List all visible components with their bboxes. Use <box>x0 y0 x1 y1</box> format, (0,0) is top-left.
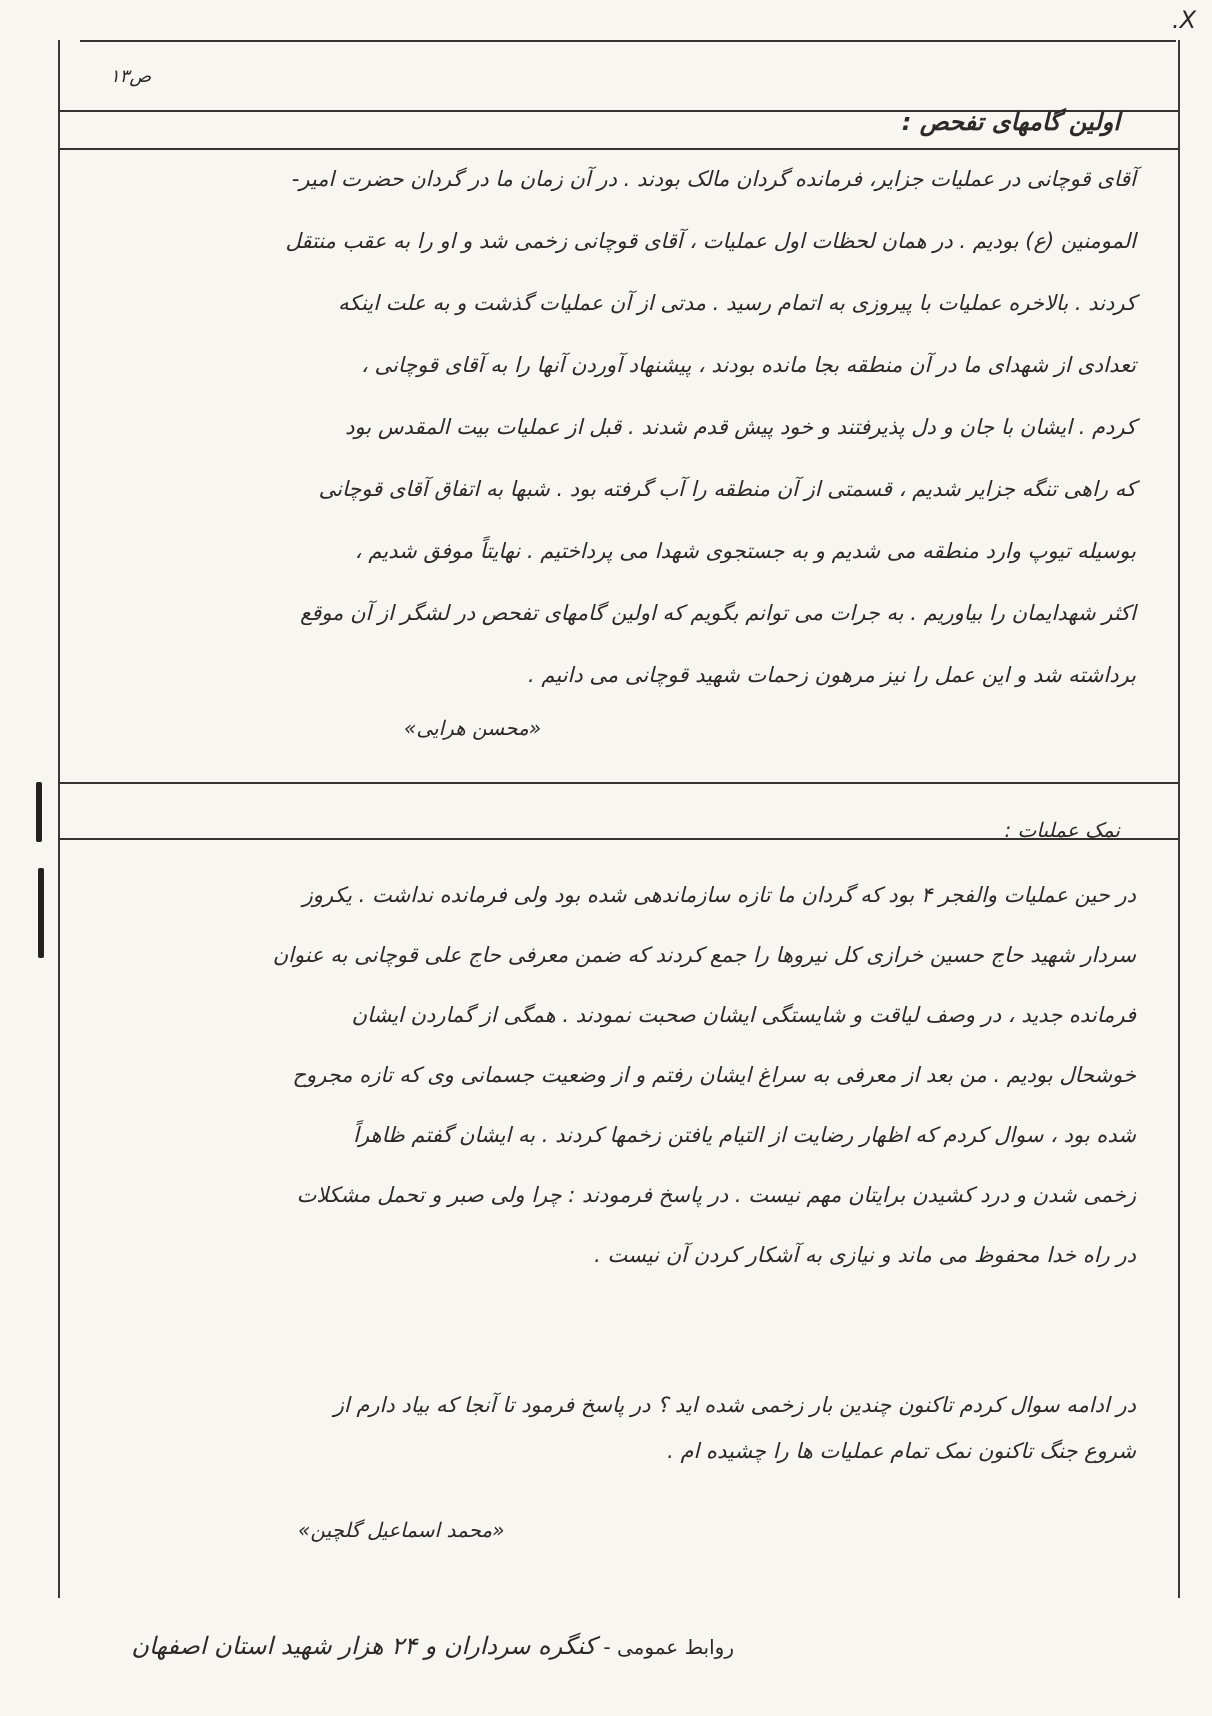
text-line: المومنین (ع) بودیم . در همان لحظات اول عملیات ، آقای قوچانی زخمی شد و او را به عقب منتقل <box>285 229 1136 253</box>
text-line: در راه خدا محفوظ می ماند و نیازی به آشکار کردن آن نیست . <box>594 1243 1136 1267</box>
section-2-body <box>86 880 1136 1340</box>
text-line: کردم . ایشان با جان و دل پذیرفتند و خود پیش قدم شدند . قبل از عملیات بیت المقدس بود <box>345 415 1136 439</box>
text-line: سردار شهید حاج حسین خرازی کل نیروها را جمع کردند که ضمن معرفی حاج علی قوچانی به عنوان <box>272 943 1136 967</box>
footer-public-relations <box>74 1632 734 1682</box>
page-number: ص۱۳ <box>110 66 152 87</box>
section-title-salt-of-operations: نمک عملیات : <box>1004 818 1120 842</box>
section-2-followup <box>86 1390 1136 1470</box>
text-line: در حین عملیات والفجر ۴ بود که گردان ما تازه سازماندهی شده بود ولی فرمانده نداشت . یکروز <box>302 883 1136 907</box>
text-line: زخمی شدن و درد کشیدن برایتان مهم نیست . در پاسخ فرمودند : چرا ولی صبر و تحمل مشکلات <box>296 1183 1136 1207</box>
text-line: اکثر شهدایمان را بیاوریم . به جرات می توانم بگویم که اولین گامهای تفحص در لشگر از آن موقع <box>300 601 1136 625</box>
section-1-body <box>86 164 1136 744</box>
footer-main: کنگره سرداران و ۲۴ هزار شهید استان اصفهان <box>131 1632 596 1660</box>
text-line: فرمانده جدید ، در وصف لیاقت و شایستگی ایشان صحبت نمودند . همگی از گماردن ایشان <box>351 1003 1136 1027</box>
divider-top <box>80 40 1176 42</box>
text-line: در ادامه سوال کردم تاکنون چندین بار زخمی شده اید ؟ در پاسخ فرمود تا آنجا که بیاد دارم از <box>333 1393 1136 1417</box>
text-line: که راهی تنگه جزایر شدیم ، قسمتی از آن منطقه را آب گرفته بود . شبها به اتفاق آقای قوچانی <box>318 477 1136 501</box>
text-line: شده بود ، سوال کردم که اظهار رضایت از التیام یافتن زخمها کردند . به ایشان گفتم ظاهراً <box>353 1123 1136 1147</box>
signature-mohsen: «محسن هرایی» <box>404 716 542 740</box>
text-line: آقای قوچانی در عملیات جزایر، فرمانده گردان مالک بودند . در آن زمان ما در گردان حضرت امیر- <box>291 167 1136 191</box>
text-line: کردند . بالاخره عملیات با پیروزی به اتمام رسید . مدتی از آن عملیات گذشت و به علت اینکه <box>338 291 1136 315</box>
text-line: شروع جنگ تاکنون نمک تمام عملیات ها را چشیده ام . <box>667 1439 1136 1463</box>
divider-after-title-1 <box>58 148 1178 150</box>
text-line: برداشته شد و این عمل را نیز مرهون زحمات شهید قوچانی می دانیم . <box>528 663 1136 687</box>
section-title-first-steps: اولین گامهای تفحص : <box>901 108 1120 136</box>
divider-section <box>58 782 1178 784</box>
corner-mark: .X <box>1172 6 1197 34</box>
margin-mark <box>38 868 44 958</box>
signature-golchin: «محمد اسماعیل گلچین» <box>298 1518 505 1542</box>
text-line: خوشحال بودیم . من بعد از معرفی به سراغ ایشان رفتم و از وضعیت جسمانی وی که تازه مجروح <box>292 1063 1136 1087</box>
text-line: تعدادی از شهدای ما در آن منطقه بجا مانده بودند ، پیشنهاد آوردن آنها را به آقای قوچانی ، <box>361 353 1136 377</box>
text-line: بوسیله تیوپ وارد منطقه می شدیم و به جستجوی شهدا می پرداختیم . نهایتاً موفق شدیم ، <box>354 539 1136 563</box>
margin-mark <box>36 782 42 842</box>
footer-prefix: روابط عمومی - <box>603 1635 734 1659</box>
